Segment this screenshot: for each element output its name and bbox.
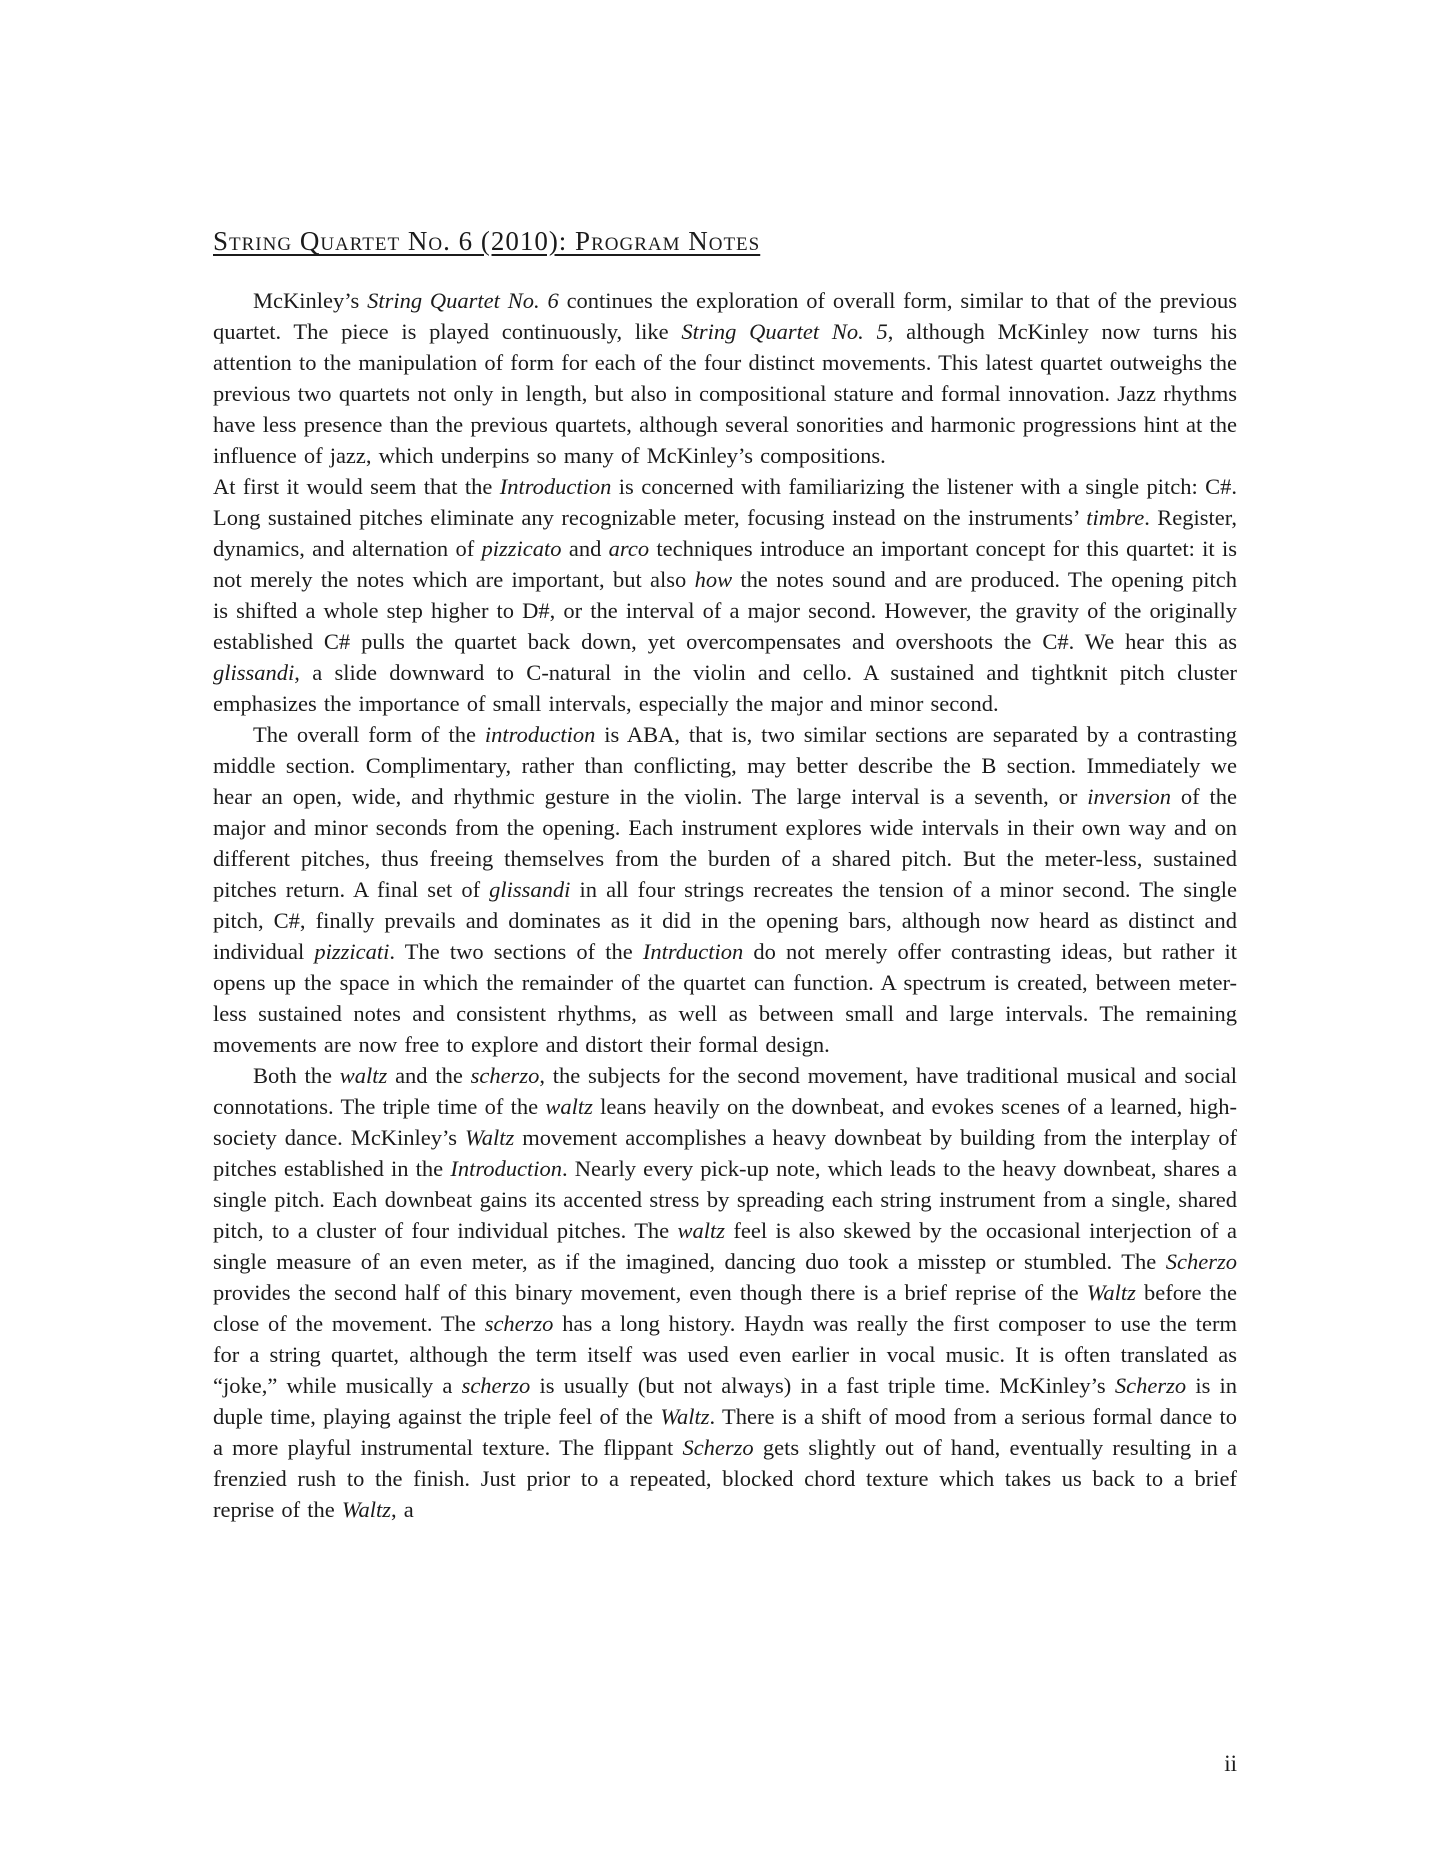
paragraph: Both the waltz and the scherzo, the subjects for the second movement, have traditional musical and social connotations. The triple time of the waltz leans heavily on the downbeat, and evokes scenes of a learned, high-society dance. McKinley’s Waltz movement accomplishes a heavy downbeat by building from the interplay of pitches established in the Introduction. Nearly every pick-up note, which leads to the heavy downbeat, shares a single pitch. Each downbeat gains its accented stress by spreading each string instrument from a single, shared pitch, to a cluster of four individual pitches. The waltz feel is also skewed by the occasional interjection of a single measure of an even meter, as if the imagined, dancing duo took a misstep or stumbled. The Scherzo provides the second half of this binary movement, even though there is a brief reprise of the Waltz before the close of the movement. The scherzo has a long history. Haydn was really the first composer to use the term for a string quartet, although the term itself was used even earlier in vocal music. It is often translated as “joke,” while musically a scherzo is usually (but not always) in a fast triple time. McKinley’s Scherzo is in duple time, playing against the triple feel of the Waltz. There is a shift of mood from a serious formal dance to a more playful instrumental texture. The flippant Scherzo gets slightly out of hand, eventually resulting in a frenzied rush to the finish. Just prior to a repeated, blocked chord texture which takes us back to a brief reprise of the Waltz, a (213, 1063, 1238, 1522)
italic-term: introduction (484, 722, 596, 747)
paragraph: The overall form of the introduction is ABA, that is, two similar sections are separated by a contrasting middle section. Complimentary, rather than conflicting, may better describe the B section. Immediately we hear an open, wide, and rhythmic gesture in the violin. The large interval is a seventh, or inversion of the major and minor seconds from the opening. Each instrument explores wide intervals in their own way and on different pitches, thus freeing themselves from the burden of a shared pitch. But the meter-less, sustained pitches return. A final set of glissandi in all four strings recreates the tension of a minor second. The single pitch, C#, finally prevails and dominates as it did in the opening bars, although now heard as distinct and individual pizzicati. The two sections of the Intrduction do not merely offer contrasting ideas, but rather it opens up the space in which the remainder of the quartet can function. A spectrum is created, between meter-less sustained notes and consistent rhythms, as well as between small and large intervals. The remaining movements are now free to explore and distort their formal design. (213, 722, 1237, 1057)
italic-term: Waltz (341, 1497, 392, 1522)
italic-term: waltz (545, 1094, 593, 1119)
italic-term: Introduction (450, 1156, 562, 1181)
italic-term: Waltz (1086, 1280, 1136, 1305)
italic-term: scherzo (461, 1373, 531, 1398)
italic-term: Scherzo (1165, 1249, 1237, 1274)
paragraph: McKinley’s String Quartet No. 6 continues the exploration of overall form, similar to that of the previous quartet. The piece is played continuously, like String Quartet No. 5, although McKinley now turns his attention to the manipulation of form for each of the four distinct movements. This latest quartet outweighs the previous two quartets not only in length, but also in compositional stature and formal innovation. Jazz rhythms have less presence than the previous quartets, although several sonorities and harmonic progressions hint at the influence of jazz, which underpins so many of McKinley’s compositions. (213, 288, 1237, 468)
italic-term: String Quartet No. 5 (681, 319, 888, 344)
italic-term: Waltz (660, 1404, 710, 1429)
italic-term: waltz (339, 1063, 388, 1088)
italic-term: scherzo (484, 1311, 554, 1336)
italic-term: timbre (1086, 505, 1145, 530)
italic-term: Scherzo (682, 1435, 754, 1460)
italic-term: glissandi (213, 660, 295, 685)
italic-term: Introduction (499, 474, 612, 499)
italic-term: inversion (1087, 784, 1172, 809)
body-text (213, 285, 1237, 1525)
page-number: ii (1224, 1751, 1237, 1776)
program-notes-section (213, 226, 1237, 1525)
italic-term: pizzicato (481, 536, 562, 561)
page-title: String Quartet No. 6 (2010): Program Notes (213, 226, 761, 256)
italic-term: Intrduction (642, 939, 744, 964)
italic-term: String Quartet No. 6 (367, 288, 559, 313)
italic-term: scherzo (470, 1063, 540, 1088)
italic-term: arco (608, 536, 650, 561)
italic-term: Waltz (465, 1125, 515, 1150)
italic-term: Scherzo (1114, 1373, 1187, 1398)
italic-term: waltz (677, 1218, 726, 1243)
italic-term: pizzicati (314, 939, 390, 964)
italic-term: glissandi (489, 877, 571, 902)
paragraph: At first it would seem that the Introduction is concerned with familiarizing the listener with a single pitch: C#. Long sustained pitches eliminate any recognizable meter, focusing instead on the instruments’ timbre. Register, dynamics, and alternation of pizzicato and arco techniques introduce an important concept for this quartet: it is not merely the notes which are important, but also how the notes sound and are produced. The opening pitch is shifted a whole step higher to D#, or the interval of a major second. However, the gravity of the originally established C# pulls the quartet back down, yet overcompensates and overshoots the C#. We hear this as glissandi, a slide downward to C-natural in the violin and cello. A sustained and tightknit pitch cluster emphasizes the importance of small intervals, especially the major and minor second. (213, 474, 1237, 716)
italic-term: how (694, 567, 733, 592)
